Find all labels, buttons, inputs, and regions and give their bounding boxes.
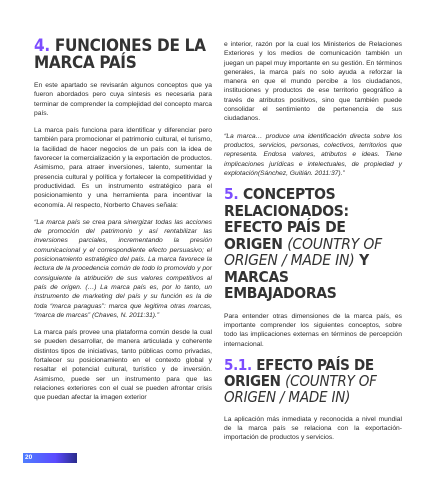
sanchez-quote: “La marca… produce una identificación directa sobre los productos, servicios, personas, colectivos, territorios que representa. Endosa valores, atributos e ideas. Tiene implicaciones jurídicas e intelectuales, de propiedad y explotación(Sánchez, Guitián. 2011:37).” [224,132,402,177]
section-5-1-number: 5.1. [224,355,252,374]
platform-paragraph: La marca país provee una plataforma común desde la cual se pueden desarrollar, de manera articulada y coherente distintos tipos de iniciativas, tanto públicas como privadas, fortalecer su posicionamiento en el contexto global y resaltar el potencial cultural, turístico y de inversión. Asimismo, puede ser un instrumento para que las relaciones exteriores con el cual se pueden afrontar crisis que puedan afectar la imagen exterior [34,329,212,402]
right-column [224,40,402,451]
continuation-paragraph: e interior, razón por la cual los Ministerios de Relaciones Exteriores y los medios de comunicación también un juegan un papel muy importante en su gestión. En términos generales, la marca país no solo ayuda a reforzar la manera en que el mundo percibe a los ciudadanos, instituciones y productos de ese territorio geográfico a través de atributos positivos, sino que también puede consolidar el sentimiento de pertenencia de sus ciudadanos. [224,41,402,123]
section-5-1-title: EFECTO PAÍS DE ORIGEN [224,355,374,390]
concepts-paragraph: Para entender otras dimensiones de la marca país, es importante comprender los siguientes conceptos, sobre todo las implicaciones externas en términos de percepción internacional. [224,312,402,348]
chaves-quote: “La marca país se crea para sinergizar todas las acciones de promoción del patrimonio y así rentabilizar las inversiones parciales, incrementando la presión comunicacional y el correspondiente efecto persuasivo; el posicionamiento estratégico del país. La marca favorece la lectura de la procedencia común de todo lo promovido y por consiguiente la atribución de sus valores competitivos al país de origen. (…) La marca país es, por lo tanto, un instrumento de marketing del país y su función es la de toda “marca paraguas”: marca que legitima otras marcas, “marca de marcas” (Chaves, N. 2011:31).” [34,218,212,319]
functions-paragraph: La marca país funciona para identificar y diferenciar pero también para promocionar el patrimonio cultural, el turismo, la facilidad de hacer negocios de un país con la idea de favorecer la comercialización y la exportación de productos. Asimismo, para atraer inversiones, talento, sumentar la presencia cultural y política y fortalecer la competitividad y productividad. Es un instrumento estratégico para el posicionamiento y una herramienta para incentivar la economía. Al respecto, Norberto Chaves señala: [34,127,212,209]
section-4-title: FUNCIONES DE LA MARCA PAÍS [34,36,206,73]
page-number: 20 [25,454,33,461]
section-5-1-italic: (COUNTRY OF ORIGEN / MADE IN) [224,371,377,406]
application-paragraph: La aplicación más inmediata y reconocida a nivel mundial de la marca país se relaciona con la exportación- importación de productos y servicios. [224,415,402,442]
section-5-heading [224,186,402,302]
section-4-heading [34,38,212,72]
section-5-1-heading [224,357,402,405]
section-5-tail: Y MARCAS EMBAJADORAS [224,251,369,303]
section-5-number: 5. [224,185,239,204]
section-4-number: 4. [34,36,50,56]
section-5-title: CONCEPTOS RELACIONADOS: EFECTO PAÍS DE ORIGEN [224,185,349,253]
left-column [34,38,212,411]
section-5-italic: (COUNTRY OF ORIGEN / MADE IN) [224,234,382,270]
intro-paragraph: En este apartado se revisarán algunos conceptos que ya fueron abordados pero cuya síntesis es necesaria para terminar de comprender la complejidad del concepto marca país. [34,82,212,117]
